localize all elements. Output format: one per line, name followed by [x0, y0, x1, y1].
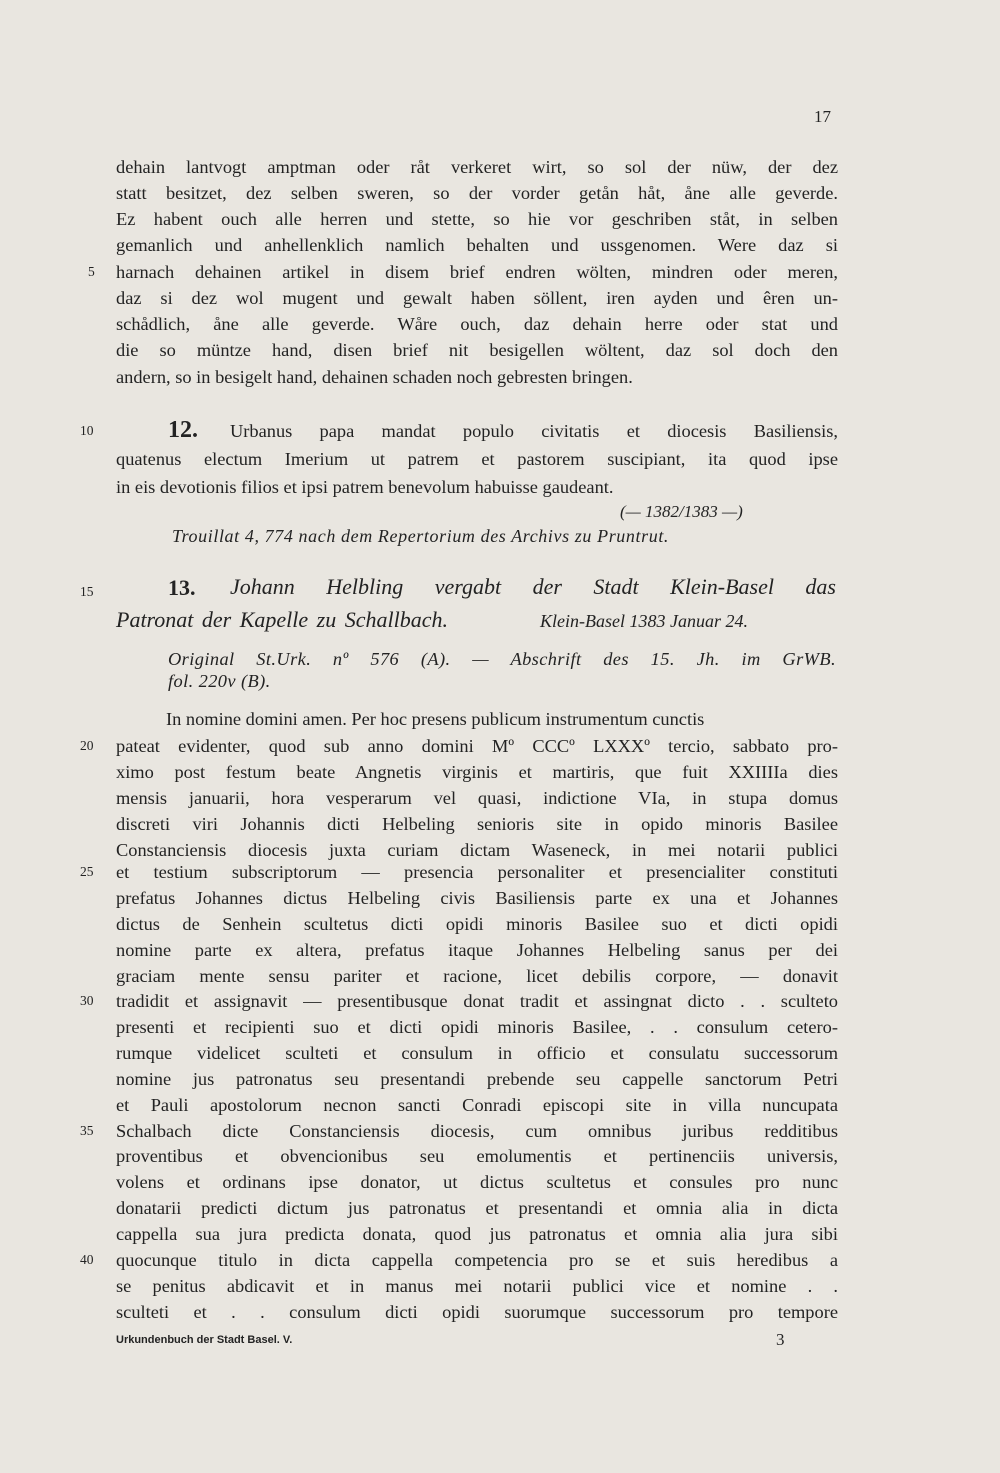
text-line: nomine jus patronatus seu presentandi prebende seu cappelle sanctorum Petri [116, 1069, 838, 1089]
text-line: harnach dehainen artikel in disem brief endren wölten, mindren oder meren, [116, 262, 838, 282]
signature-mark: 3 [776, 1330, 785, 1349]
text-line: die so müntze hand, disen brief nit besigellen wöltent, daz sol doch den [116, 340, 838, 360]
text-line: dehain lantvogt amptman oder råt verkeret wirt, so sol der nüw, der dez [116, 157, 838, 177]
text-line: et Pauli apostolorum necnon sancti Conradi episcopi site in villa nuncupata [116, 1095, 838, 1115]
text-line: daz si dez wol mugent und gewalt haben söllent, iren ayden und êren un- [116, 288, 838, 308]
text-line: andern, so in besigelt hand, dehainen schaden noch gebresten bringen. [116, 367, 633, 387]
entry-title: Johann Helbling vergabt der Stadt Klein-Basel das [230, 574, 836, 599]
text-line: dictus de Senhein scultetus dicti opidi minoris Basilee suo et dicti opidi [116, 914, 838, 934]
line-number: 15 [80, 584, 94, 599]
entry-source: Trouillat 4, 774 nach dem Repertorium des Archivs zu Pruntrut. [172, 526, 670, 546]
text-line: prefatus Johannes dictus Helbeling civis Basiliensis parte ex una et Johannes [116, 888, 838, 908]
text-line: proventibus et obvencionibus seu emolumentis et pertinenciis universis, [116, 1146, 838, 1166]
entry-date: (— 1382/1383 —) [620, 502, 743, 521]
entry-number: 13. [168, 575, 196, 600]
text-line: volens et ordinans ipse donator, ut dictus scultetus et consules pro nunc [116, 1172, 838, 1192]
footer-title: Urkundenbuch der Stadt Basel. V. [116, 1334, 293, 1346]
text-line: pateat evidenter, quod sub anno domini Mº CCCº LXXXº tercio, sabbato pro- [116, 736, 838, 756]
page-number: 17 [814, 107, 831, 126]
text-line: presenti et recipienti suo et dicti opidi minoris Basilee, . . consulum cetero- [116, 1017, 838, 1037]
text-line: Ez habent ouch alle herren und stette, so hie vor geschriben ståt, in selben [116, 209, 838, 229]
line-number: 30 [80, 993, 94, 1008]
text-line: ximo post festum beate Angnetis virginis et martiris, que fuit XXIIIIa dies [116, 762, 838, 782]
text-line: gemanlich und anhellenklich namlich behalten und ussgenomen. Were daz si [116, 235, 838, 255]
text-line: donatarii predicti dictum jus patronatus et presentandi et omnia alia in dicta [116, 1198, 838, 1218]
text-line: nomine parte ex altera, prefatus itaque Johannes Helbeling sanus per dei [116, 940, 838, 960]
entry-source: fol. 220v (B). [168, 671, 271, 691]
entry-title: Patronat der Kapelle zu Schallbach. [116, 607, 448, 632]
text-line: rumque videlicet sculteti et consulum in officio et consulatu successorum [116, 1043, 838, 1063]
text-line: In nomine domini amen. Per hoc presens publicum instrumentum cunctis [166, 709, 705, 729]
entry-source: Original St.Urk. nº 576 (A). — Abschrift des 15. Jh. im GrWB. [168, 649, 836, 669]
line-number: 20 [80, 738, 94, 753]
entry-place-date: Klein-Basel 1383 Januar 24. [540, 611, 748, 631]
entry-number: 12. [168, 417, 198, 443]
text-line: mensis januarii, hora vesperarum vel quasi, indictione VIa, in stupa domus [116, 788, 838, 808]
text-line: schådlich, åne alle geverde. Wåre ouch, daz dehain herre oder stat und [116, 314, 838, 334]
text-line: statt besitzet, dez selben sweren, so der vorder getån håt, åne alle geverde. [116, 183, 838, 203]
line-number: 5 [88, 264, 95, 279]
line-number: 25 [80, 864, 94, 879]
text-line: cappella sua jura predicta donata, quod jus patronatus et omnia alia jura sibi [116, 1224, 838, 1244]
text-line: Constanciensis diocesis juxta curiam dictam Waseneck, in mei notarii publici [116, 840, 838, 860]
text-line: quocunque titulo in dicta cappella competencia pro se et suis heredibus a [116, 1250, 838, 1270]
text-line: graciam mente sensu pariter et racione, licet debilis corpore, — donavit [116, 966, 838, 986]
line-number: 40 [80, 1252, 94, 1267]
text-line: et testium subscriptorum — presencia personaliter et presencialiter constituti [116, 862, 838, 882]
line-number: 35 [80, 1123, 94, 1138]
regest-line: in eis devotionis filios et ipsi patrem benevolum habuisse gaudeant. [116, 477, 614, 497]
regest-line: Urbanus papa mandat populo civitatis et diocesis Basiliensis, [230, 421, 838, 441]
text-line: sculteti et . . consulum dicti opidi suorumque successorum pro tempore [116, 1302, 838, 1322]
text-line: se penitus abdicavit et in manus mei notarii publici vice et nomine . . [116, 1276, 838, 1296]
text-line: discreti viri Johannis dicti Helbeling senioris site in opido minoris Basilee [116, 814, 838, 834]
text-line: Schalbach dicte Constanciensis diocesis, cum omnibus juribus redditibus [116, 1121, 838, 1141]
text-line: tradidit et assignavit — presentibusque donat tradit et assingnat dicto . . sculteto [116, 991, 838, 1011]
line-number: 10 [80, 423, 94, 438]
regest-line: quatenus electum Imerium ut patrem et pastorem suscipiant, ita quod ipse [116, 449, 838, 469]
